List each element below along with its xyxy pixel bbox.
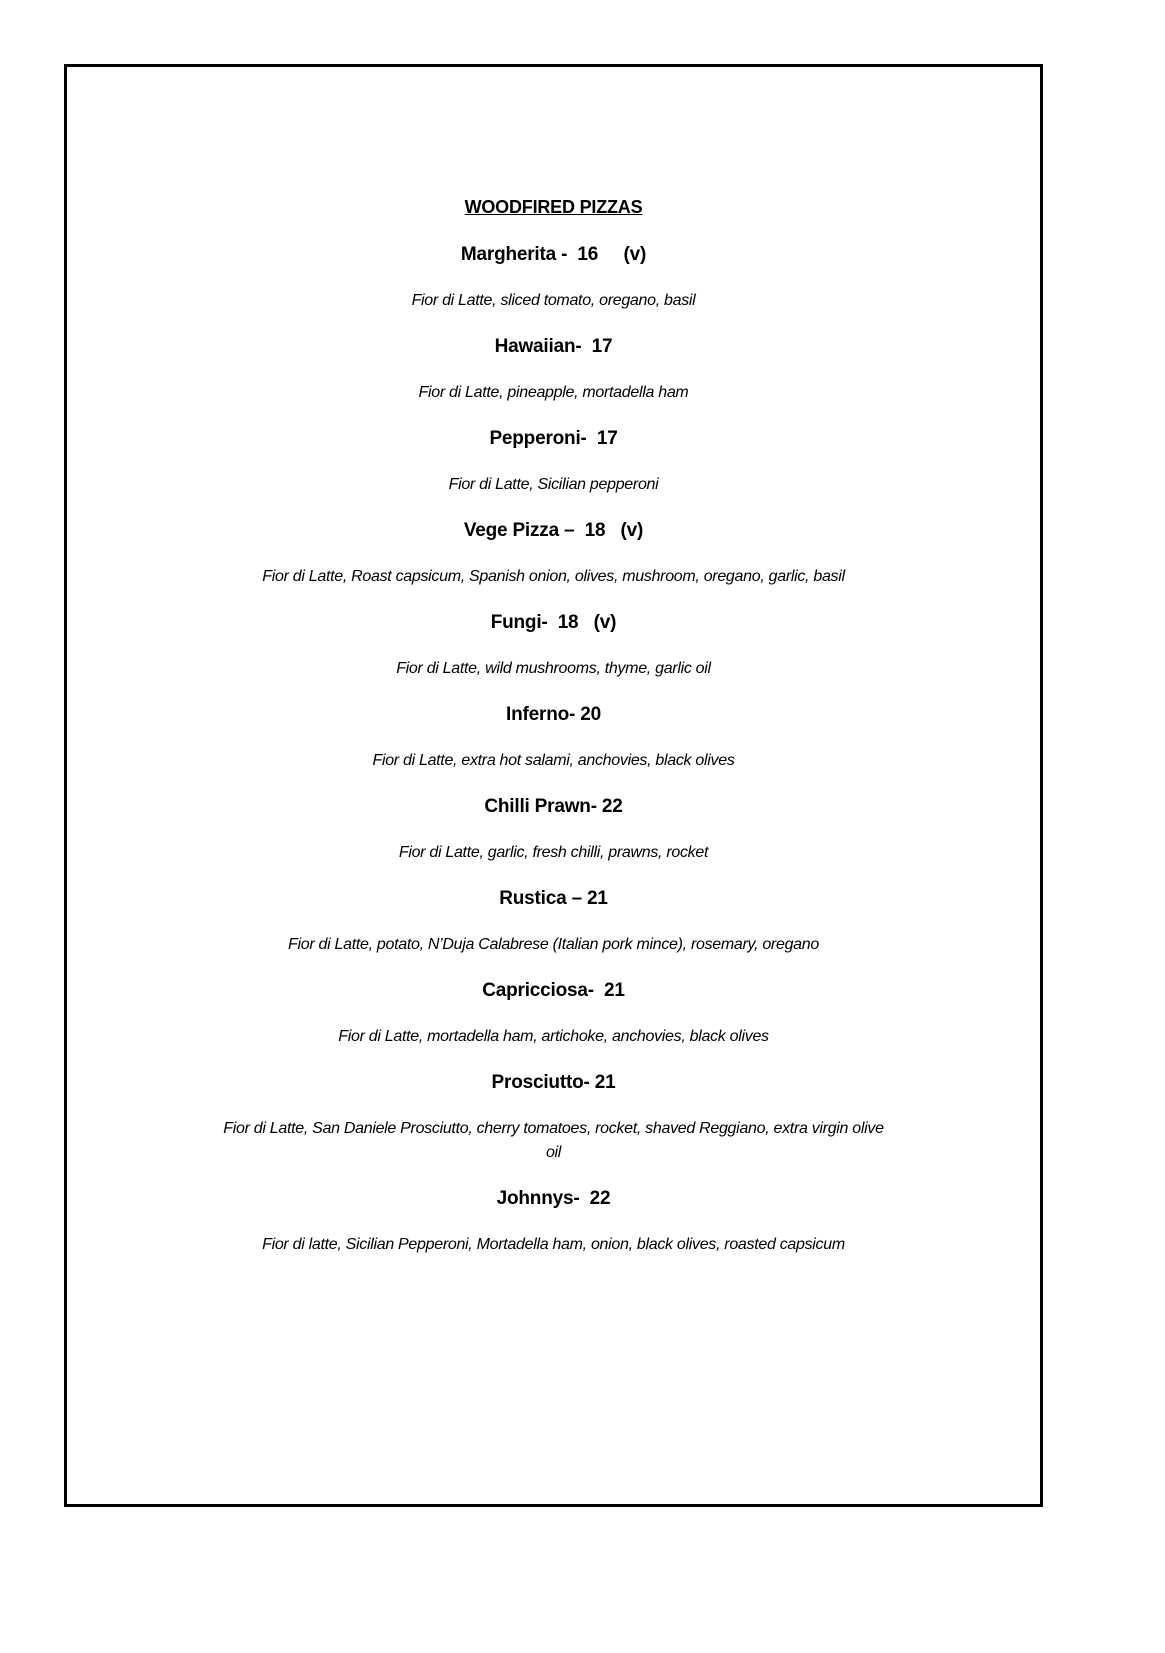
item-name: Hawaiian- 17 [494, 336, 613, 357]
item-description: Fior di Latte, mortadella ham, artichoke, anchovies, black olives [338, 1028, 769, 1045]
item-name: Fungi- 18 (v) [490, 612, 617, 633]
menu-item-pepperoni [67, 427, 1040, 497]
item-name: Capricciosa- 21 [482, 980, 625, 1001]
item-description: Fior di Latte, Sicilian pepperoni [448, 476, 659, 493]
item-description: Fior di Latte, sliced tomato, oregano, basil [411, 292, 696, 309]
menu-page-border [64, 64, 1043, 1507]
menu-item-inferno [67, 703, 1040, 773]
item-description-continued: oil [545, 1144, 562, 1161]
menu-item-capricciosa [67, 979, 1040, 1049]
item-description: Fior di latte, Sicilian Pepperoni, Mortadella ham, onion, black olives, roasted capsicum [262, 1236, 845, 1253]
item-name: Rustica – 21 [499, 888, 608, 909]
item-description: Fior di Latte, pineapple, mortadella ham [418, 384, 689, 401]
menu-content [67, 195, 1040, 1257]
item-name: Prosciutto- 21 [491, 1072, 616, 1093]
menu-title: WOODFIRED PIZZAS [464, 197, 643, 217]
item-name: Johnnys- 22 [496, 1188, 611, 1209]
item-description: Fior di Latte, potato, N’Duja Calabrese (Italian pork mince), rosemary, oregano [288, 936, 819, 953]
item-name: Margherita - 16 (v) [460, 244, 647, 265]
menu-item-margherita [67, 243, 1040, 313]
menu-item-hawaiian [67, 335, 1040, 405]
item-name: Pepperoni- 17 [489, 428, 618, 449]
item-description: Fior di Latte, Roast capsicum, Spanish onion, olives, mushroom, oregano, garlic, basil [262, 568, 845, 585]
item-name: Vege Pizza – 18 (v) [463, 520, 644, 541]
menu-item-johnnys [67, 1187, 1040, 1257]
item-description: Fior di Latte, extra hot salami, anchovies, black olives [372, 752, 735, 769]
menu-item-fungi [67, 611, 1040, 681]
item-description: Fior di Latte, San Daniele Prosciutto, cherry tomatoes, rocket, shaved Reggiano, extra virgin olive [223, 1120, 884, 1137]
item-name: Inferno- 20 [506, 704, 601, 725]
item-description: Fior di Latte, garlic, fresh chilli, prawns, rocket [398, 844, 709, 861]
menu-item-prosciutto [67, 1071, 1040, 1165]
menu-item-rustica [67, 887, 1040, 957]
menu-item-chilli-prawn [67, 795, 1040, 865]
item-name: Chilli Prawn- 22 [484, 796, 623, 817]
menu-item-vege-pizza [67, 519, 1040, 589]
item-description: Fior di Latte, wild mushrooms, thyme, garlic oil [396, 660, 711, 677]
